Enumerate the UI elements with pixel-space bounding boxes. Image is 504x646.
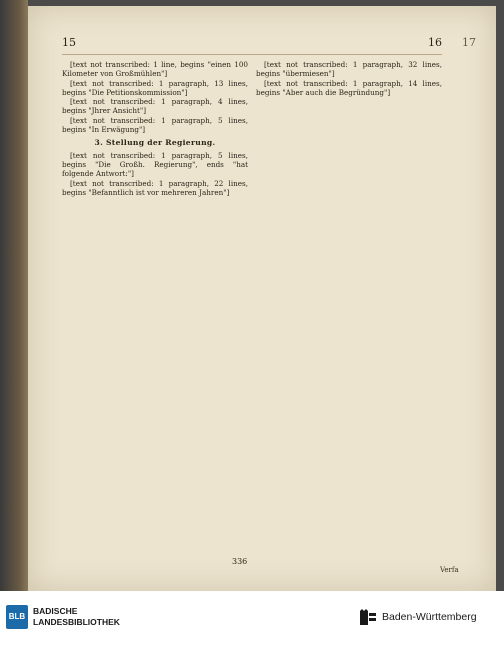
paragraph: [text not transcribed: 1 line, begins "einen 100 Kilometer von Großmühlen"]	[62, 60, 248, 79]
baden-wuerttemberg-emblem-icon[interactable]	[358, 607, 378, 627]
page-number-right: 16	[428, 36, 442, 49]
folio-number: 336	[232, 557, 248, 566]
page-number-edge: 17	[462, 36, 476, 49]
blb-institution-name[interactable]	[33, 606, 120, 628]
paragraph: [text not transcribed: 1 paragraph, 14 lines, begins "Aber auch die Begründung"]	[256, 78, 442, 97]
paragraph: [text not transcribed: 1 paragraph, 5 lines, begins "Die Großh. Regierung", ends "hat folgende Antwort:"]	[62, 150, 248, 179]
edge-catchword: Verfa	[440, 566, 459, 574]
page-number-left: 15	[62, 36, 76, 49]
header-rule	[62, 54, 442, 55]
paragraph: [text not transcribed: 1 paragraph, 22 lines, begins "Befanntlich ist vor mehreren Jahren"]	[62, 178, 248, 197]
paragraph: [text not transcribed: 1 paragraph, 5 lines, begins "In Erwägung"]	[62, 115, 248, 135]
section-heading: 3. Stellung der Regierung.	[94, 138, 216, 148]
left-column	[62, 60, 248, 197]
paragraph: [text not transcribed: 1 paragraph, 4 lines, begins "Jhrer Ansicht"]	[62, 97, 248, 116]
blb-line-1: BADISCHE	[33, 606, 78, 616]
blb-line-2: LANDESBIBLIOTHEK	[33, 617, 120, 627]
baden-wuerttemberg-label[interactable]: Baden-Württemberg	[382, 611, 477, 623]
paragraph: [text not transcribed: 1 paragraph, 13 lines, begins "Die Petitionskommission"]	[62, 78, 248, 97]
right-column	[256, 60, 442, 97]
paragraph: [text not transcribed: 1 paragraph, 32 lines, begins "übermiesen"]	[256, 60, 442, 79]
book-spine	[0, 0, 28, 591]
blb-logo-icon[interactable]: BLB	[6, 605, 28, 629]
